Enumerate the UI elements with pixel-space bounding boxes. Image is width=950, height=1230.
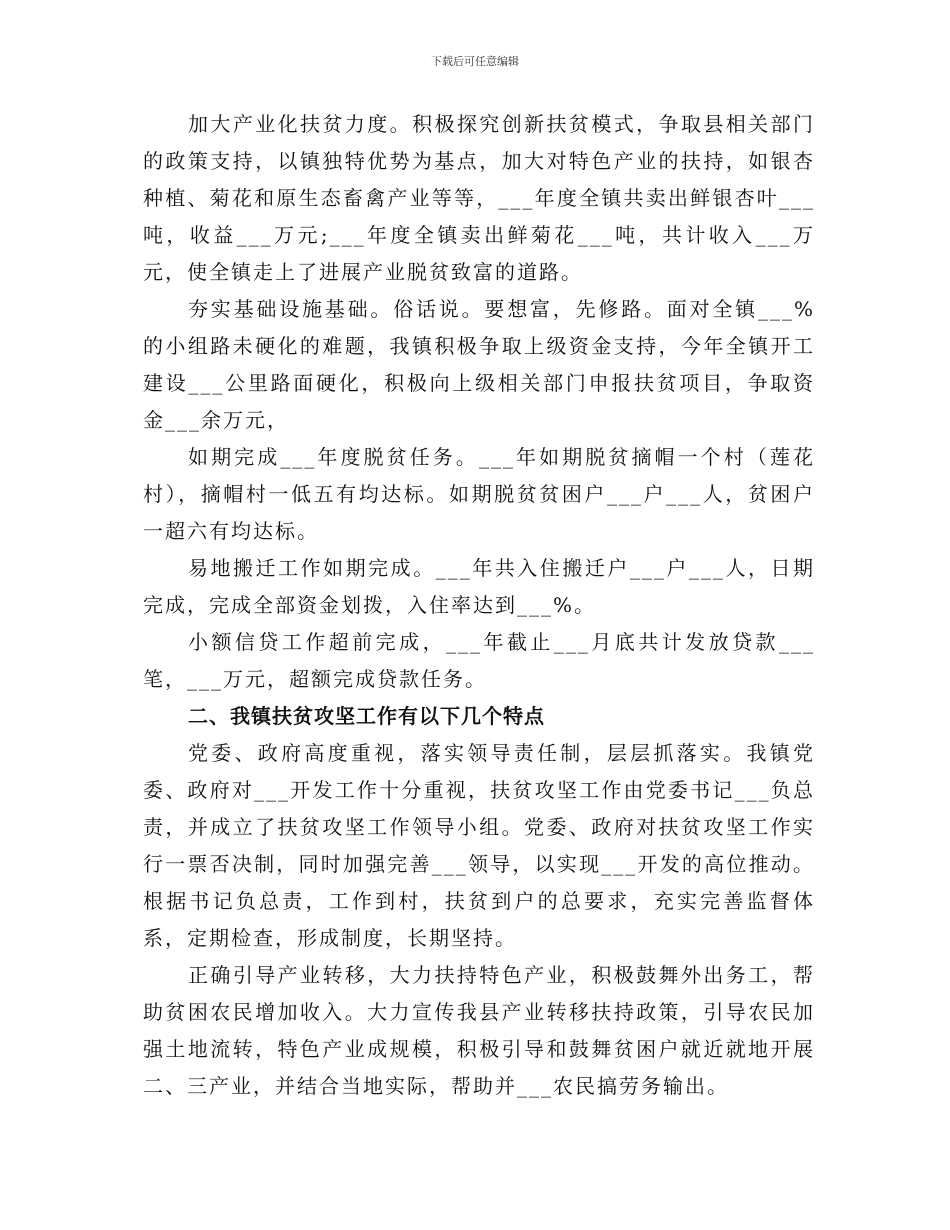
paragraph-infrastructure: 夯实基础设施基础。俗话说。要想富，先修路。面对全镇___%的小组路未硬化的难题，我镇积极争取上级资金支持，今年全镇开工建设___公里路面硬化，积极向上级相关部门申报扶贫项目，争取资金___余万元， [143,297,815,432]
paragraph-industry-transfer: 正确引导产业转移，大力扶持特色产业，积极鼓舞外出务工，帮助贫困农民增加收入。大力宣传我县产业转移扶持政策，引导农民加强土地流转，特色产业成规模，积极引导和鼓舞贫困户就近就地开展二、三产业，并结合当地实际，帮助并___农民搞劳务输出。 [143,963,815,1098]
paragraph-industry-poverty-alleviation: 加大产业化扶贫力度。积极探究创新扶贫模式，争取县相关部门的政策支持，以镇独特优势为基点，加大对特色产业的扶持，如银杏种植、菊花和原生态畜禽产业等等，___年度全镇共卖出鲜银杏叶___吨，收益___万元;___年度全镇卖出鲜菊花___吨，共计收入___万元，使全镇走上了进展产业脱贫致富的道路。 [143,112,815,284]
section-heading: 二、我镇扶贫攻坚工作有以下几个特点 [188,704,545,728]
document-body [143,106,815,1105]
paragraph-relocation: 易地搬迁工作如期完成。___年共入住搬迁户___户___人，日期完成，完成全部资金划拨，入住率达到___%。 [143,556,815,617]
page-header: 下载后可任意编辑 [431,55,519,68]
paragraph-microcredit: 小额信贷工作超前完成，___年截止___月底共计发放贷款___笔，___万元，超额完成贷款任务。 [143,630,815,691]
paragraph-annual-poverty-task: 如期完成___年度脱贫任务。___年如期脱贫摘帽一个村（莲花村），摘帽村一低五有均达标。如期脱贫贫困户___户___人，贫困户一超六有均达标。 [143,445,815,543]
paragraph-leadership: 党委、政府高度重视，落实领导责任制，层层抓落实。我镇党委、政府对___开发工作十分重视，扶贫攻坚工作由党委书记___负总责，并成立了扶贫攻坚工作领导小组。党委、政府对扶贫攻坚工作实行一票否决制，同时加强完善___领导，以实现___开发的高位推动。根据书记负总责，工作到村，扶贫到户的总要求，充实完善监督体系，定期检查，形成制度，长期坚持。 [143,741,815,950]
